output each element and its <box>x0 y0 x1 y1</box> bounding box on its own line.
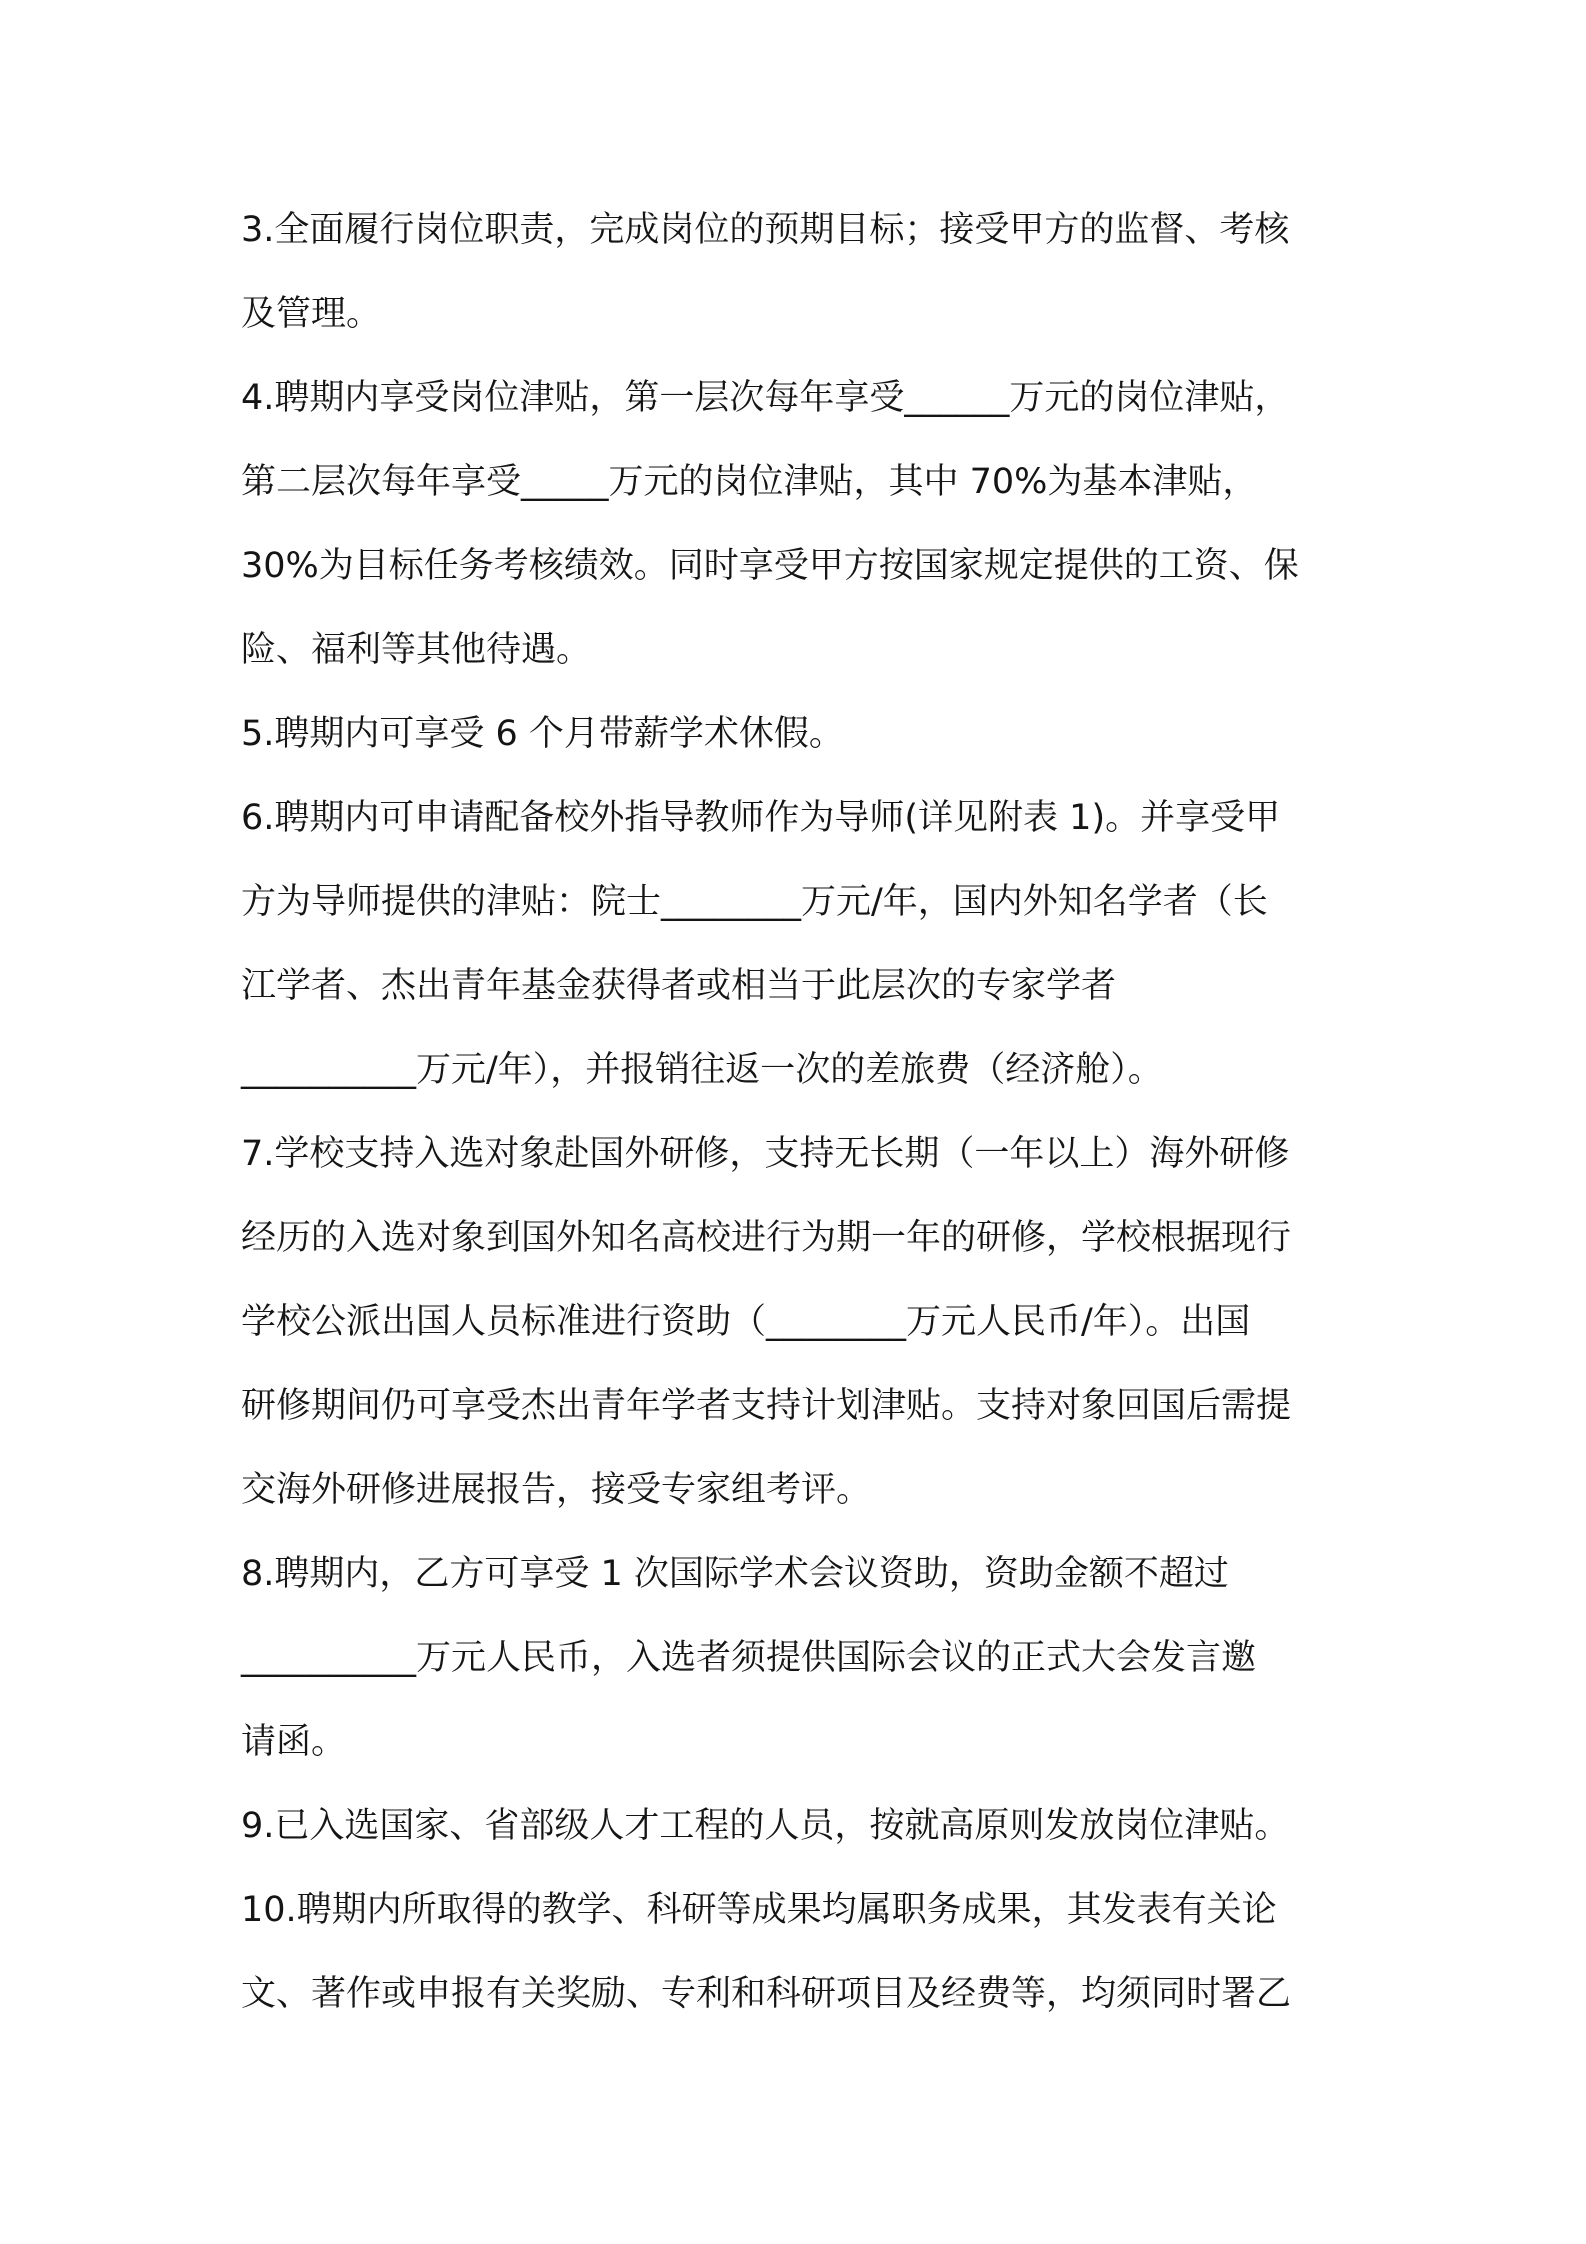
text-line: 30%为目标任务考核绩效。同时享受甲方按国家规定提供的工资、保 <box>241 546 1299 586</box>
text-line: 5.聘期内可享受 6 个月带薪学术休假。 <box>241 714 844 754</box>
text-line: 10.聘期内所取得的教学、科研等成果均属职务成果，其发表有关论 <box>241 1890 1277 1930</box>
text-line: 方为导师提供的津贴：院士________万元/年，国内外知名学者（长 <box>241 882 1268 922</box>
text-line: 研修期间仍可享受杰出青年学者支持计划津贴。支持对象回国后需提 <box>241 1386 1292 1426</box>
text-line: 第二层次每年享受_____万元的岗位津贴，其中 70%为基本津贴， <box>241 462 1258 502</box>
text-line: 3.全面履行岗位职责，完成岗位的预期目标；接受甲方的监督、考核 <box>241 210 1290 250</box>
text-line: 险、福利等其他待遇。 <box>241 630 592 670</box>
text-line: 交海外研修进展报告，接受专家组考评。 <box>241 1470 872 1510</box>
text-line: 经历的入选对象到国外知名高校进行为期一年的研修，学校根据现行 <box>241 1218 1292 1258</box>
text-line: 7.学校支持入选对象赴国外研修，支持无长期（一年以上）海外研修 <box>241 1134 1290 1174</box>
text-line: 江学者、杰出青年基金获得者或相当于此层次的专家学者 <box>241 966 1117 1006</box>
text-line: 6.聘期内可申请配备校外指导教师作为导师(详见附表 1)。并享受甲 <box>241 798 1281 838</box>
text-line: 文、著作或申报有关奖励、专利和科研项目及经费等，均须同时署乙 <box>241 1974 1292 2014</box>
text-line: 及管理。 <box>241 294 382 334</box>
text-line: __________万元/年），并报销往返一次的差旅费（经济舱）。 <box>241 1050 1163 1090</box>
text-line: 8.聘期内，乙方可享受 1 次国际学术会议资助，资助金额不超过 <box>241 1554 1229 1594</box>
text-line: 学校公派出国人员标准进行资助（________万元人民币/年）。出国 <box>241 1302 1251 1342</box>
text-line: 请函。 <box>241 1722 347 1762</box>
text-line: 4.聘期内享受岗位津贴，第一层次每年享受______万元的岗位津贴， <box>241 378 1290 418</box>
text-line: 9.已入选国家、省部级人才工程的人员，按就高原则发放岗位津贴。 <box>241 1806 1290 1846</box>
text-line: __________万元人民币，入选者须提供国际会议的正式大会发言邀 <box>241 1638 1257 1678</box>
